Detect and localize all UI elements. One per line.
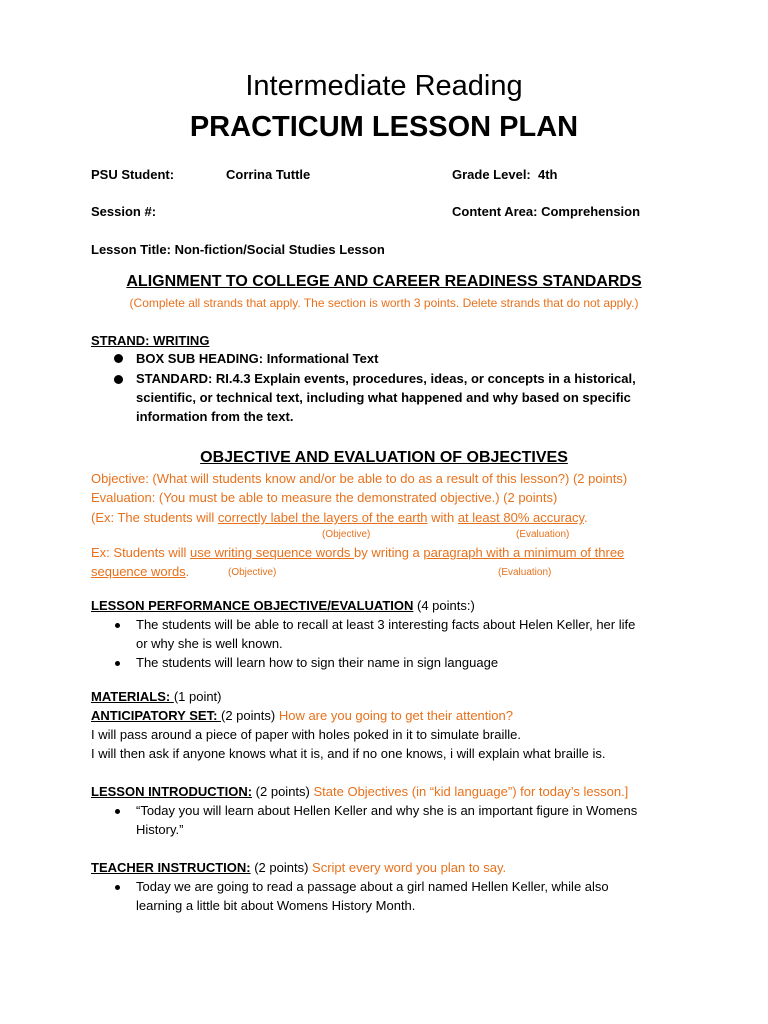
anticipatory-line2: I will then ask if anyone knows what it is, and if no one knows, i will explain what braille is.: [91, 746, 606, 761]
bullet-icon: [115, 661, 120, 666]
lesson-title-value: Non-fiction/Social Studies Lesson: [174, 242, 385, 257]
document-subtitle: PRACTICUM LESSON PLAN: [189, 111, 579, 143]
objective-line: Objective: (What will students know and/or be able to do as a result of this lesson?) (2 points): [91, 471, 628, 486]
alignment-note: (Complete all strands that apply. The section is worth 3 points. Delete strands that do not apply.): [129, 296, 639, 310]
teacher-heading-line: [91, 859, 506, 877]
example-2-line1: [91, 544, 624, 562]
example-1-evaluation-label: (Evaluation): [516, 529, 570, 540]
example-1-prefix: (Ex: The students will: [91, 510, 218, 525]
performance-item-1-line2: or why she is well known.: [136, 636, 283, 651]
performance-item-1-line1: The students will be able to recall at least 3 interesting facts about Helen Keller, her life: [136, 617, 636, 632]
example-2-prefix: Ex: Students will: [91, 545, 190, 560]
standard-line1: STANDARD: RI.4.3 Explain events, procedures, ideas, or concepts in a historical,: [136, 371, 636, 386]
performance-points: (4 points:): [413, 598, 475, 613]
example-1-middle: with: [427, 510, 458, 525]
introduction-heading-line: [91, 783, 628, 801]
evaluation-line: Evaluation: (You must be able to measure the demonstrated objective.) (2 points): [91, 490, 558, 505]
teacher-points: (2 points): [250, 860, 313, 875]
materials-points: (1 point): [173, 689, 222, 704]
introduction-points: (2 points): [252, 784, 314, 799]
introduction-item-line2: History.”: [136, 822, 184, 837]
introduction-heading: LESSON INTRODUCTION:: [91, 784, 253, 799]
example-2-suffix: .: [185, 564, 190, 579]
teacher-prompt: Script every word you plan to say.: [312, 860, 507, 875]
anticipatory-heading-line: [91, 707, 513, 725]
anticipatory-line1: I will pass around a piece of paper with holes poked in it to simulate braille.: [91, 727, 521, 742]
anticipatory-prompt: How are you going to get their attention?: [278, 708, 513, 723]
introduction-prompt: State Objectives (in “kid language”) for today’s lesson.]: [313, 784, 629, 799]
introduction-item-line1: “Today you will learn about Hellen Keller and why she is an important figure in Womens: [136, 803, 638, 818]
example-2-evaluation-cont: sequence words: [91, 564, 186, 579]
example-2-line2: [91, 563, 189, 581]
bullet-icon: [114, 354, 123, 363]
example-1-objective-label: (Objective): [322, 529, 371, 540]
document-title: Intermediate Reading: [245, 70, 523, 102]
content-area: [452, 203, 640, 221]
content-area-label: Content Area:: [452, 204, 538, 219]
lesson-title: [91, 241, 385, 259]
grade-value: 4th: [538, 167, 558, 182]
lesson-title-label: Lesson Title:: [91, 242, 171, 257]
teacher-item-line2: learning a little bit about Womens History Month.: [136, 898, 416, 913]
example-1-objective: correctly label the layers of the earth: [217, 510, 428, 525]
example-2-evaluation-label: (Evaluation): [498, 567, 552, 578]
teacher-heading: TEACHER INSTRUCTION:: [91, 860, 251, 875]
materials-line: [91, 688, 222, 706]
example-1: [91, 509, 588, 527]
standard-line2: scientific, or technical text, including what happened and why based on specific: [136, 390, 631, 405]
example-2-objective-label: (Objective): [228, 567, 277, 578]
student-label: PSU Student:: [91, 167, 175, 182]
example-2-middle: by writing a: [354, 545, 424, 560]
grade-level: [452, 166, 558, 184]
example-1-evaluation: at least 80% accuracy: [457, 510, 585, 525]
student-value: Corrina Tuttle: [226, 167, 311, 182]
bullet-icon: [115, 885, 120, 890]
performance-heading: LESSON PERFORMANCE OBJECTIVE/EVALUATION: [91, 598, 414, 613]
bullet-icon: [115, 809, 120, 814]
alignment-heading: ALIGNMENT TO COLLEGE AND CAREER READINESS STANDARDS: [126, 273, 642, 290]
objectives-heading: OBJECTIVE AND EVALUATION OF OBJECTIVES: [200, 449, 568, 466]
box-sub-heading: BOX SUB HEADING: Informational Text: [136, 351, 379, 366]
performance-heading-line: [91, 597, 475, 615]
example-2-objective: use writing sequence words: [190, 545, 355, 560]
standard-line3: information from the text.: [136, 409, 294, 424]
example-2-evaluation: paragraph with a minimum of three: [423, 545, 625, 560]
anticipatory-heading: ANTICIPATORY SET:: [91, 708, 222, 723]
session-label: Session #:: [91, 204, 157, 219]
teacher-item-line1: Today we are going to read a passage about a girl named Hellen Keller, while also: [136, 879, 609, 894]
grade-label: Grade Level:: [452, 167, 531, 182]
content-area-value: Comprehension: [541, 204, 641, 219]
materials-heading: MATERIALS:: [91, 689, 174, 704]
bullet-icon: [115, 623, 120, 628]
performance-item-2: The students will learn how to sign their name in sign language: [136, 655, 499, 670]
bullet-icon: [114, 375, 123, 384]
strand-heading: STRAND: WRITING: [91, 333, 210, 348]
example-1-suffix: .: [584, 510, 588, 525]
anticipatory-points: (2 points): [221, 708, 279, 723]
